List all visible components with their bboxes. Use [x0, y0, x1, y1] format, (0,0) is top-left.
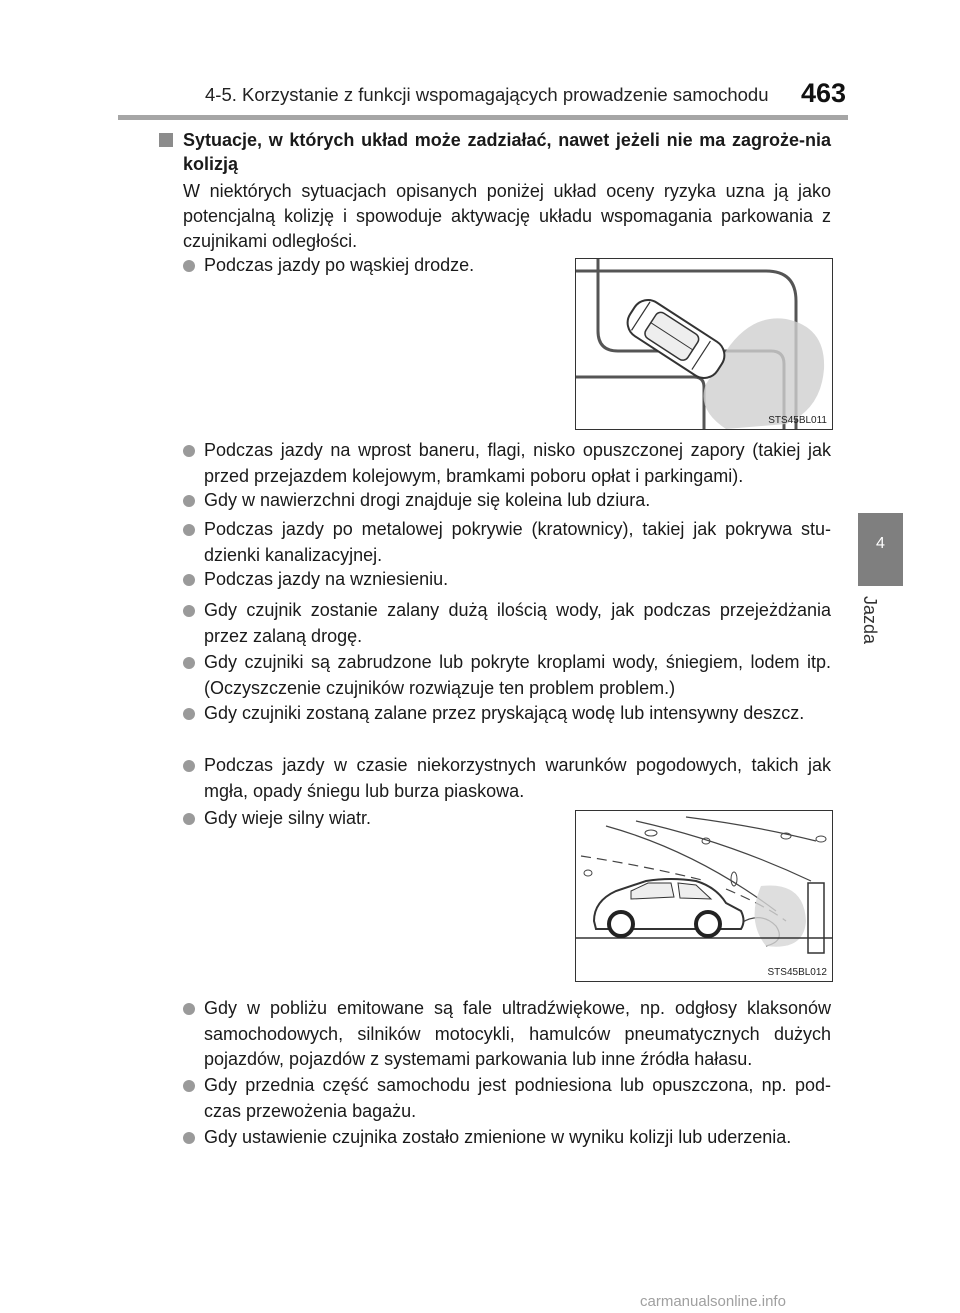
header-rule [118, 115, 848, 120]
section-square-icon [159, 133, 173, 147]
bullet-dot-icon [183, 813, 195, 825]
page-number: 463 [801, 78, 847, 108]
bullet-dot-icon [183, 524, 195, 536]
bullet-dot-icon [183, 1080, 195, 1092]
list-item: Podczas jazdy po wąskiej drodze. [183, 253, 543, 279]
chapter-tab [858, 513, 903, 586]
list-item: Podczas jazdy na wzniesieniu. [183, 567, 831, 593]
list-item: Gdy przednia część samochodu jest podniesiona lub opuszczona, np. pod-czas przewożenia bagażu. [183, 1073, 831, 1124]
list-item: Gdy w nawierzchni drogi znajduje się koleina lub dziura. [183, 488, 831, 514]
figure-code: STS45BL011 [768, 415, 827, 426]
bullet-dot-icon [183, 1132, 195, 1144]
narrow-road-illustration [575, 258, 833, 430]
bullet-dot-icon [183, 260, 195, 272]
bullet-dot-icon [183, 1003, 195, 1015]
list-item: Gdy czujnik zostanie zalany dużą ilością wody, jak podczas przejeżdżania przez zalaną drogę. [183, 598, 831, 649]
bullet-dot-icon [183, 708, 195, 720]
figure-code: STS45BL012 [767, 967, 827, 978]
narrow-road-drawing [576, 259, 832, 429]
list-item: Gdy wieje silny wiatr. [183, 806, 543, 832]
bullet-dot-icon [183, 574, 195, 586]
section-intro: W niektórych sytuacjach opisanych poniżej układ oceny ryzyka uzna ją jako potencjalną kolizję i spowoduje aktywację układu wspomagania parkowania z czujnikami odległości. [183, 181, 831, 251]
list-item: Gdy w pobliżu emitowane są fale ultradźwiękowe, np. odgłosy klaksonów samochodowych, silników motocykli, hamulców pneumatycznych dużych pojazdów, pojazdów z systemami parkowania lub inne źródła hałasu. [183, 996, 831, 1073]
header-title: 4-5. Korzystanie z funkcji wspomagających prowadzenie samochodu [205, 84, 769, 105]
bullet-dot-icon [183, 445, 195, 457]
list-item: Podczas jazdy w czasie niekorzystnych warunków pogodowych, takich jak mgła, opady śniegu lub burza piaskowa. [183, 753, 831, 804]
section-heading: Sytuacje, w których układ może zadziałać, nawet jeżeli nie ma zagroże-nia kolizją [183, 130, 831, 174]
list-item: Gdy czujniki zostaną zalane przez pryskającą wodę lub intensywny deszcz. [183, 701, 831, 727]
chapter-number: 4 [876, 535, 885, 552]
strong-wind-illustration [575, 810, 833, 982]
watermark: carmanualsonline.info [640, 1293, 786, 1310]
chapter-label [860, 596, 900, 656]
bullet-dot-icon [183, 495, 195, 507]
chapter-label-text: Jazda [860, 596, 880, 645]
bullet-dot-icon [183, 657, 195, 669]
bullet-dot-icon [183, 760, 195, 772]
list-item: Gdy czujniki są zabrudzone lub pokryte kroplami wody, śniegiem, lodem itp. (Oczyszczenie czujników rozwiązuje ten problem problem.) [183, 650, 831, 701]
list-item: Gdy ustawienie czujnika zostało zmienione w wyniku kolizji lub uderzenia. [183, 1125, 831, 1151]
list-item: Podczas jazdy po metalowej pokrywie (kratownicy), takiej jak pokrywa stu-dzienki kanalizacyjnej. [183, 517, 831, 568]
bullet-dot-icon [183, 605, 195, 617]
strong-wind-drawing [576, 811, 832, 981]
list-item: Podczas jazdy na wprost baneru, flagi, nisko opuszczonej zapory (takiej jak przed przejazdem kolejowym, bramkami poboru opłat i parkingami). [183, 438, 831, 489]
